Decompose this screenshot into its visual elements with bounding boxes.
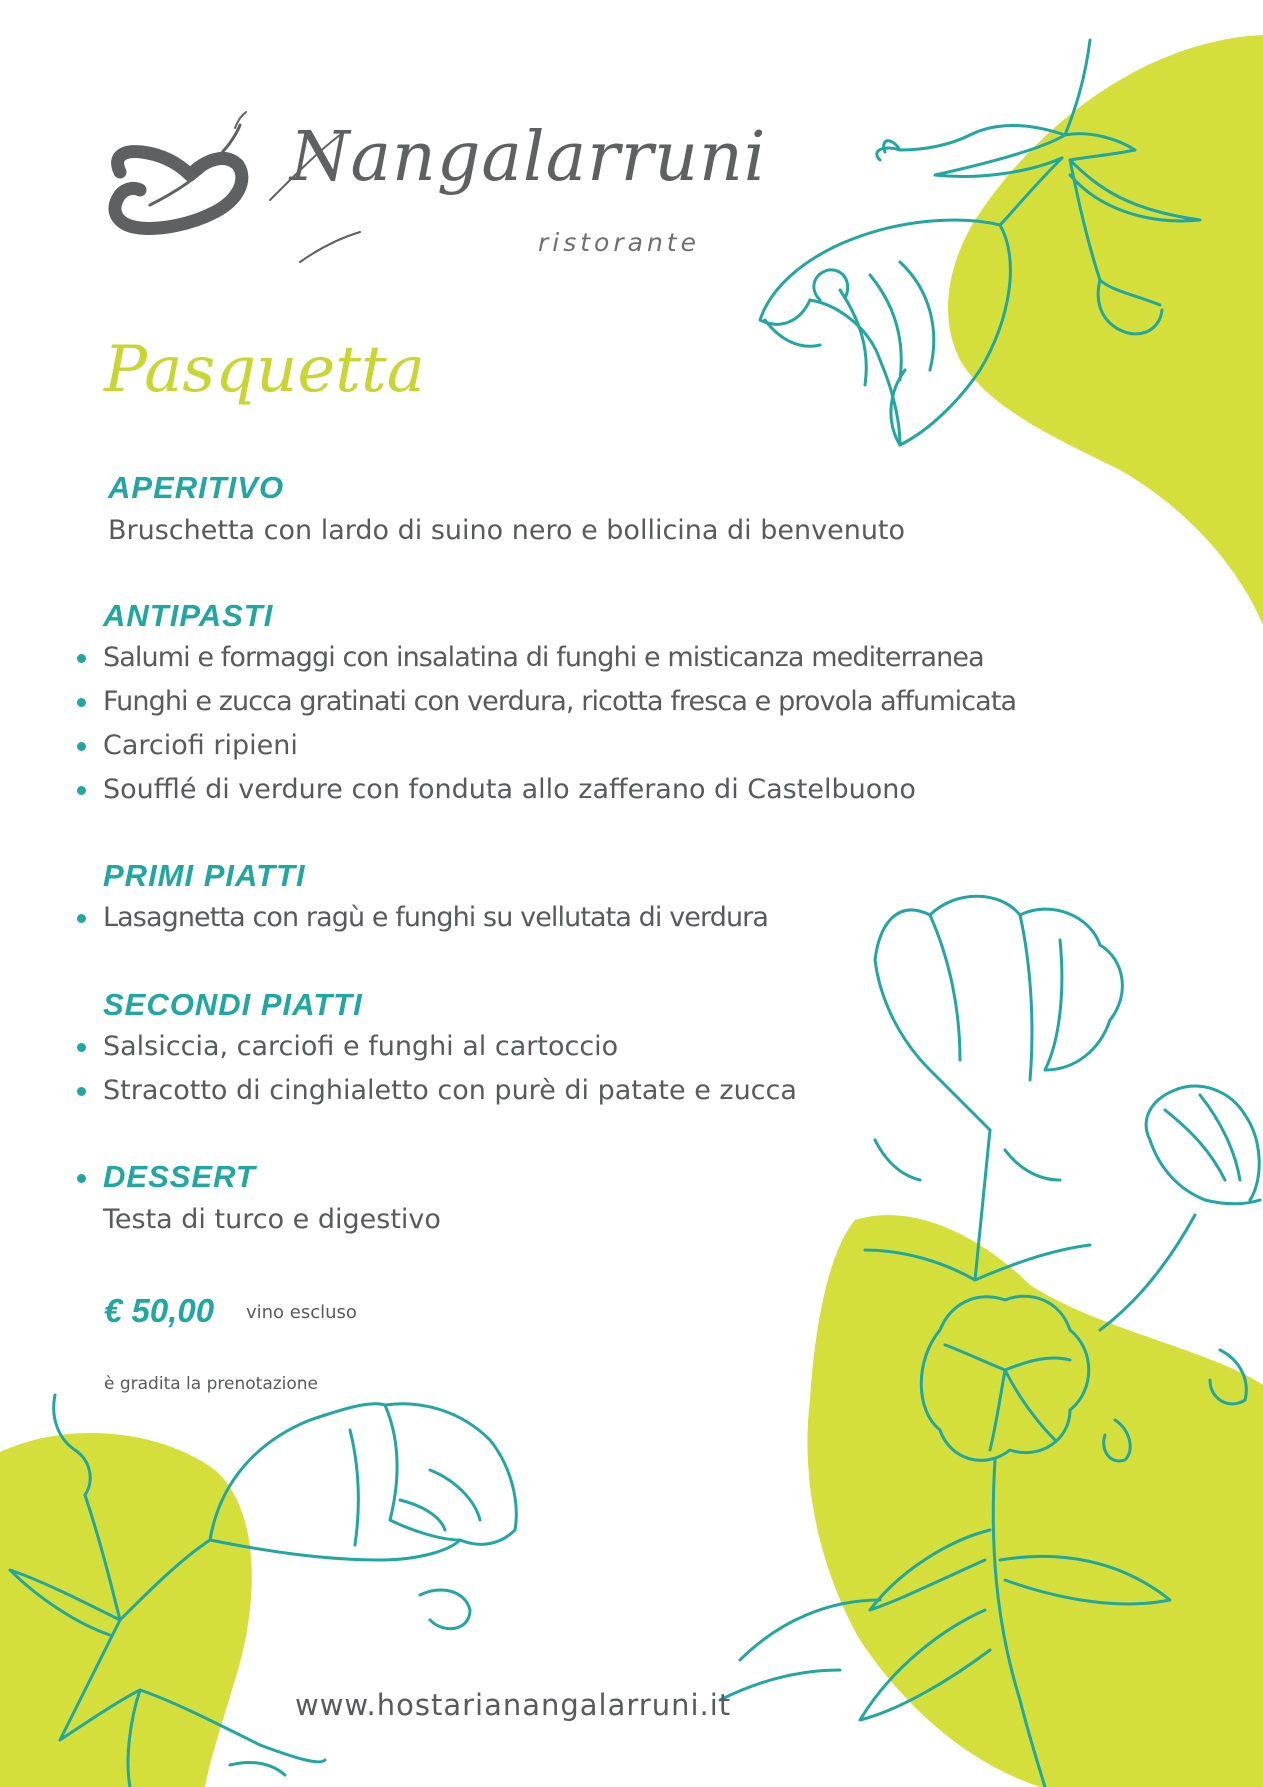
antipasti-item: Carciofi ripieni [103, 730, 298, 761]
bullet-icon [77, 786, 86, 795]
bullet-icon [77, 1087, 86, 1096]
bullet-icon [77, 698, 86, 707]
bullet-icon [77, 654, 86, 663]
secondi-item: Stracotto di cinghialetto con purè di patate e zucca [103, 1075, 797, 1106]
price-note: vino escluso [246, 1302, 357, 1323]
dessert-heading: DESSERT [103, 1159, 256, 1194]
page-title: Pasquetta [104, 333, 425, 407]
dessert-text: Testa di turco e digestivo [103, 1204, 441, 1235]
bullet-icon [77, 1174, 86, 1183]
aperitivo-text: Bruschetta con lardo di suino nero e bollicina di benvenuto [108, 515, 906, 546]
brand-subtitle: ristorante [538, 228, 700, 257]
antipasti-item: Salumi e formaggi con insalatina di funghi e misticanza mediterranea [103, 642, 984, 673]
reservation-note: è gradita la prenotazione [104, 1374, 319, 1394]
antipasti-item: Soufflé di verdure con fonduta allo zafferano di Castelbuono [103, 774, 916, 805]
bullet-icon [77, 914, 86, 923]
website-link[interactable]: www.hostarianangalarruni.it [295, 1688, 732, 1722]
secondi-item: Salsiccia, carciofi e funghi al cartoccio [103, 1031, 619, 1062]
price-amount: € 50,00 [104, 1292, 215, 1329]
primi-item: Lasagnetta con ragù e funghi su vellutata di verdura [103, 902, 769, 933]
aperitivo-heading: APERITIVO [108, 470, 285, 505]
antipasti-heading: ANTIPASTI [103, 598, 274, 633]
secondi-heading: SECONDI PIATTI [103, 987, 363, 1022]
antipasti-item: Funghi e zucca gratinati con verdura, ricotta fresca e provola affumicata [103, 686, 1017, 717]
primi-heading: PRIMI PIATTI [103, 858, 306, 893]
bullet-icon [77, 742, 86, 751]
bullet-icon [77, 1043, 86, 1052]
brand-name: Nangalarruni [290, 118, 767, 197]
